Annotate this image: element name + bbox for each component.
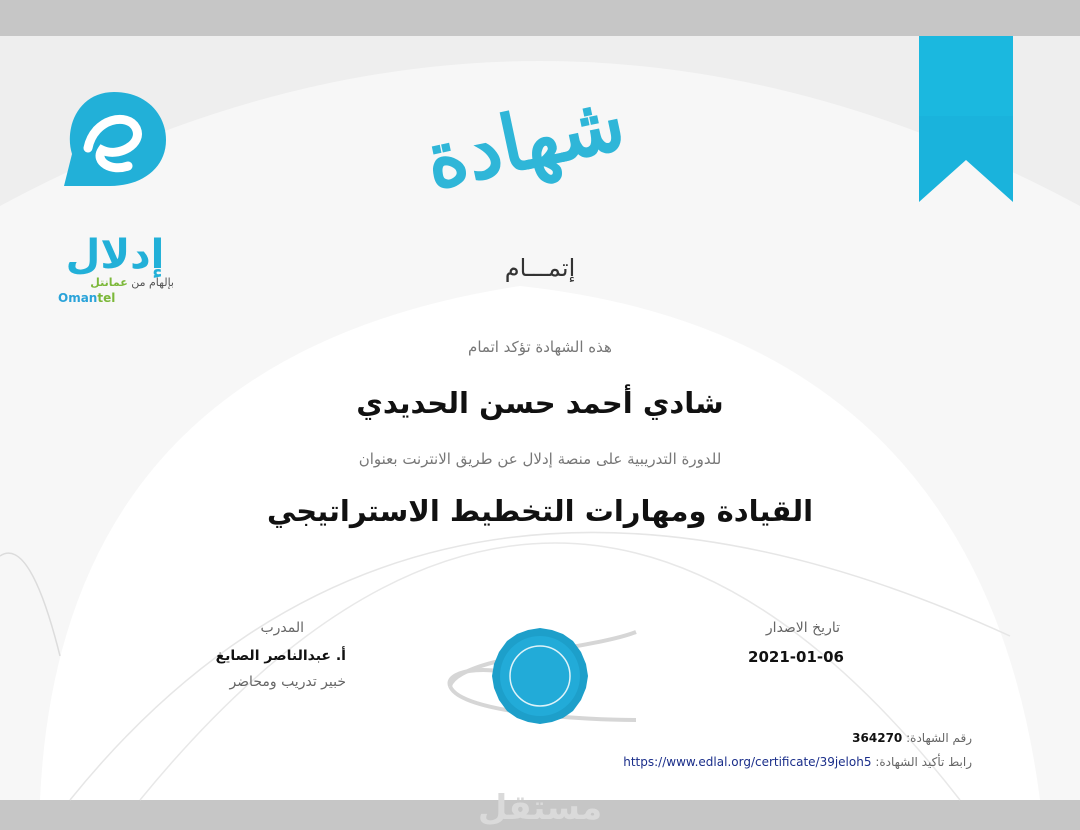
certificate-subtitle: إتمـــام (504, 254, 576, 282)
certificate-verify (623, 755, 972, 769)
logo-english-suffix: tel (97, 291, 116, 305)
certificate-number (852, 731, 972, 745)
edlal-logo-icon (58, 88, 170, 188)
certificate-title-emblem (417, 66, 633, 236)
logo-english (58, 291, 115, 305)
confirm-text: هذه الشهادة تؤكد اتمام (468, 338, 612, 356)
trainer-name: أ. عبدالناصر الصايغ (215, 648, 346, 664)
course-title: القيادة ومهارات التخطيط الاستراتيجي (266, 494, 814, 528)
issue-date: 2021-01-06 (748, 648, 844, 666)
certificate-verify-link[interactable]: https://www.edlal.org/certificate/39jeloh5 (623, 755, 872, 769)
certificate-title: شهادة (417, 76, 633, 208)
trainer-label: المدرب (260, 620, 304, 636)
seal-icon (440, 628, 640, 738)
recipient-name: شادي أحمد حسن الحديدي (356, 386, 724, 420)
mostaql-watermark: مستقل (477, 788, 603, 828)
certificate-number-label: رقم الشهادة: (906, 731, 972, 745)
certificate-sheet (0, 36, 1080, 828)
certificate-verify-label: رابط تأكيد الشهادة: (875, 755, 972, 769)
ribbon-bookmark (919, 36, 1013, 204)
trainer-title: خبير تدريب ومحاضر (229, 674, 346, 690)
issue-date-label: تاريخ الاصدار (765, 620, 840, 636)
logo-tagline-prefix: بإلهام من (131, 276, 174, 289)
logo-tagline (52, 276, 174, 289)
course-note: للدورة التدريبية على منصة إدلال عن طريق الانترنت بعنوان (358, 450, 722, 468)
logo-tagline-brand: عمانتل (90, 276, 128, 289)
logo-wordmark: إدلال (65, 232, 165, 278)
logo-english-main: Oman (58, 291, 98, 305)
certificate-number-value: 364270 (852, 731, 903, 745)
